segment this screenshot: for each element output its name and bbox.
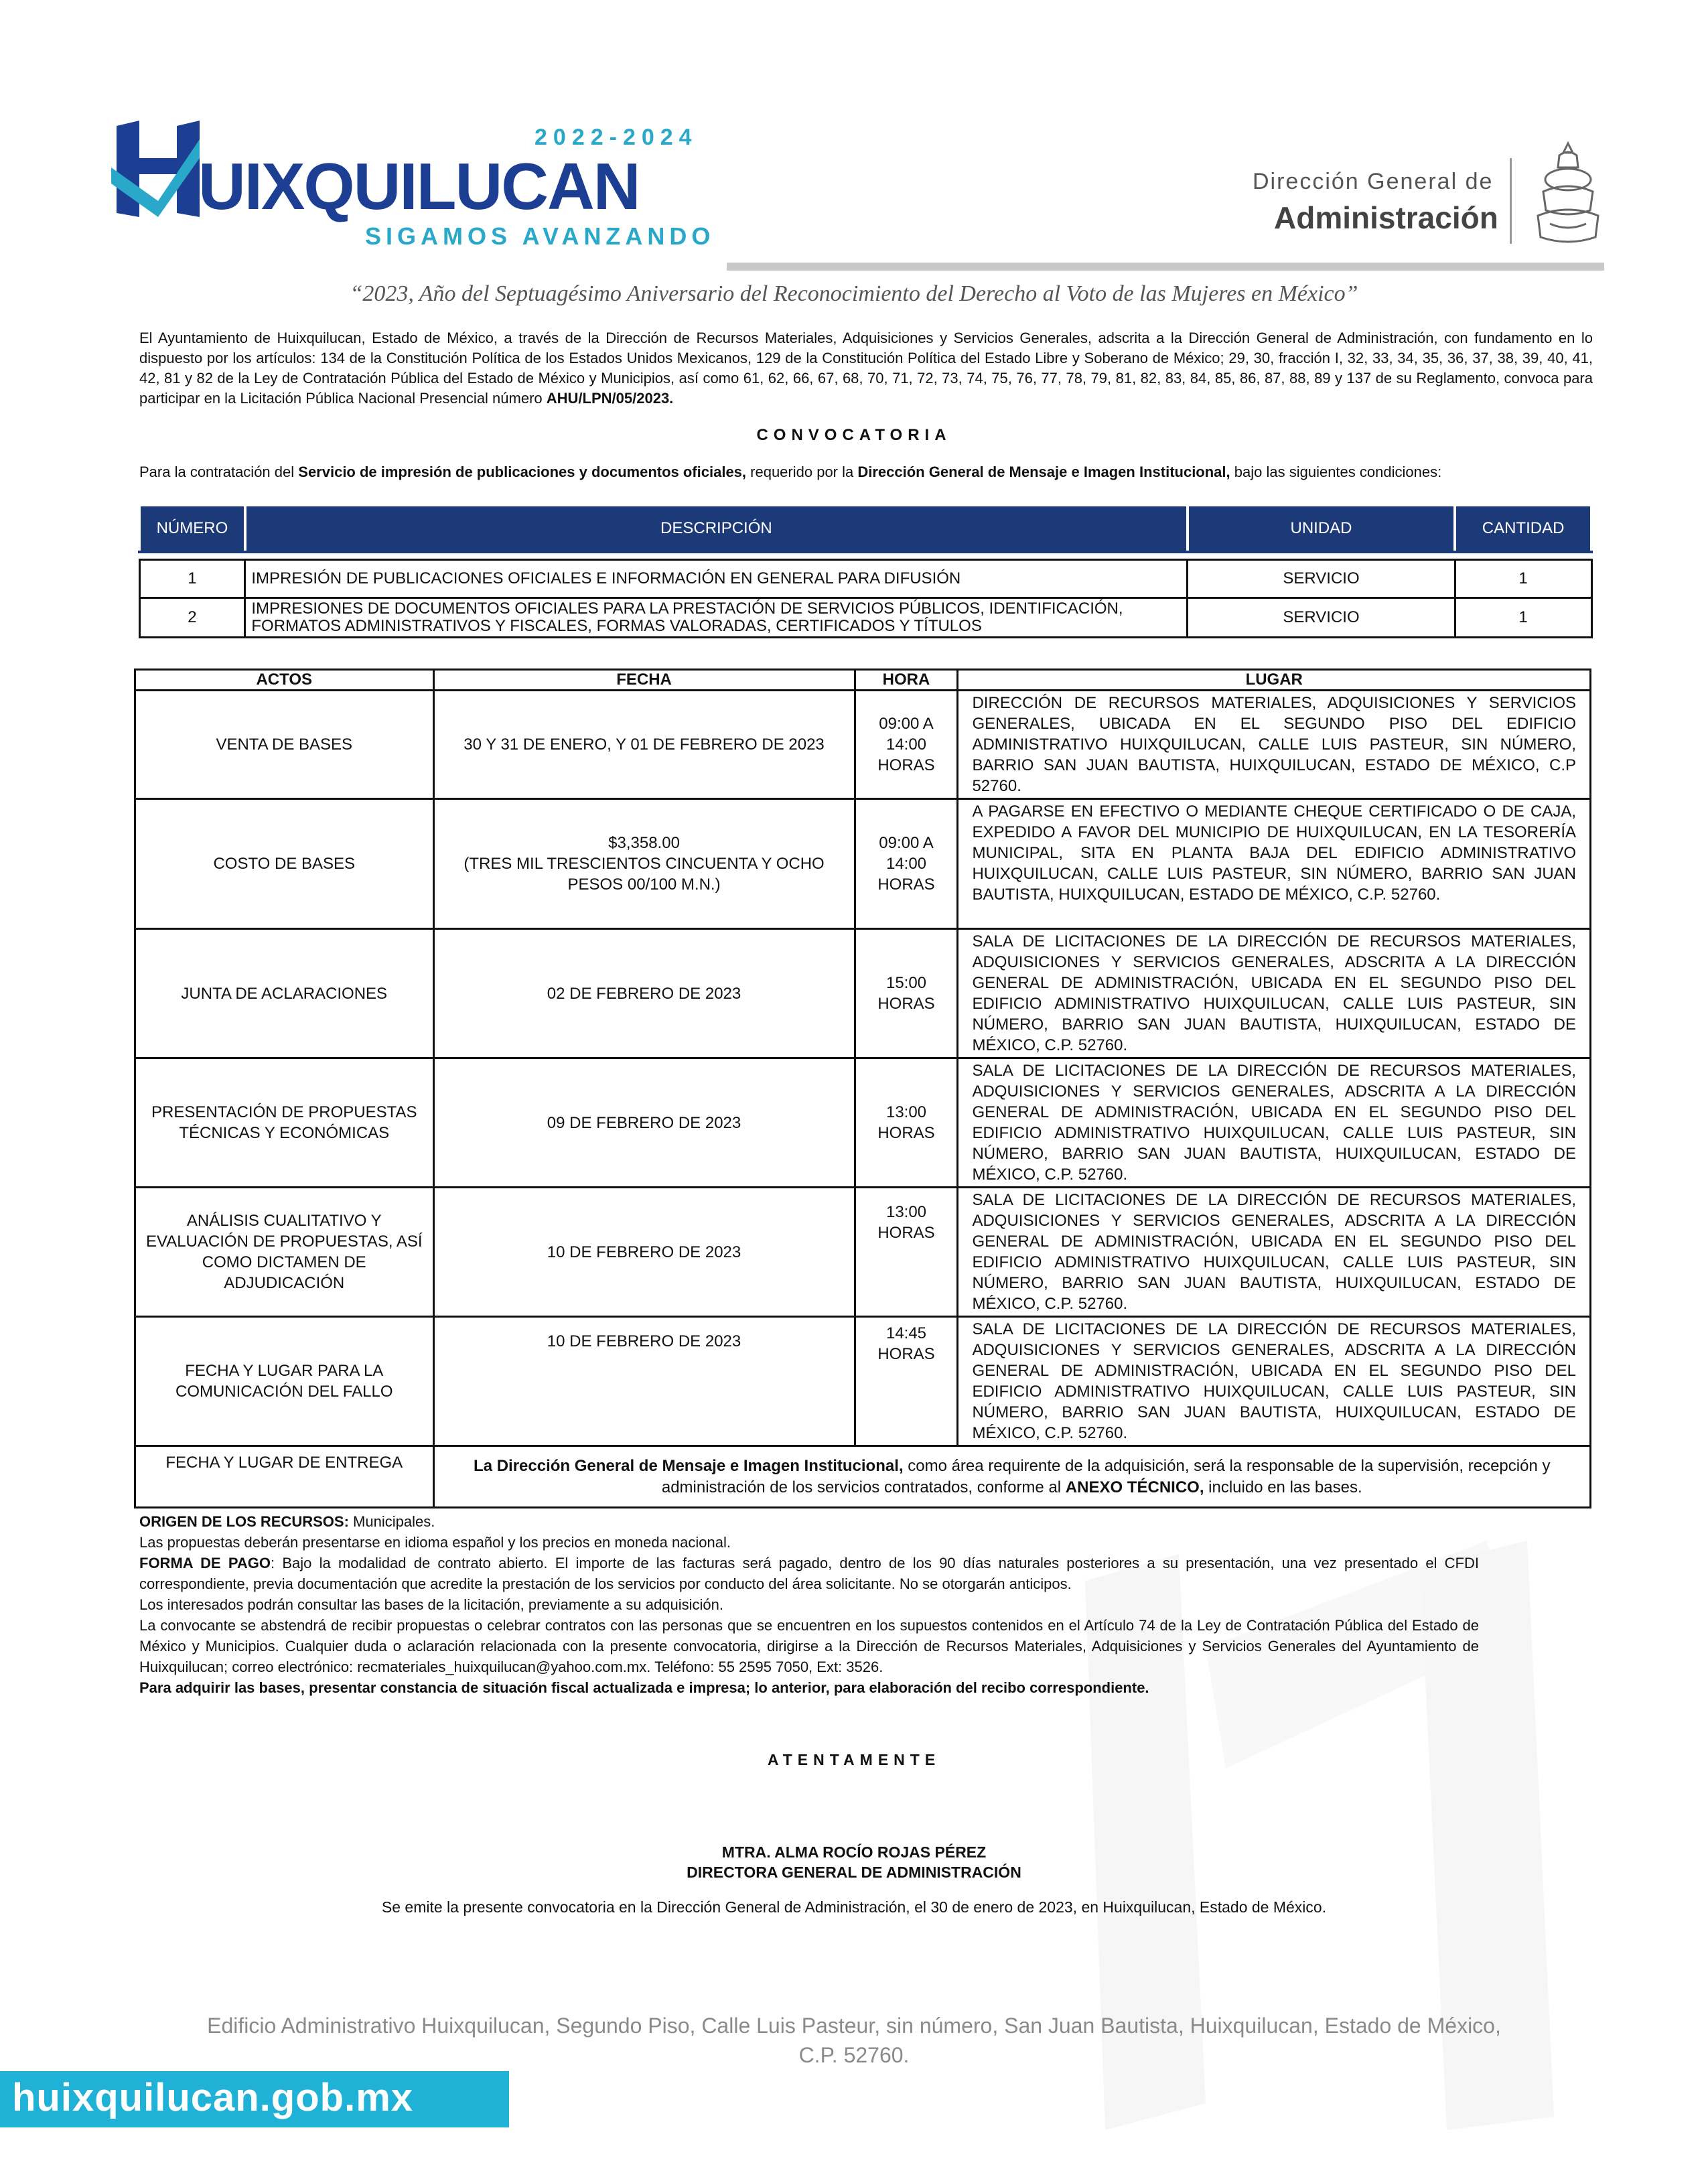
table-row (135, 799, 1591, 929)
origen-value: Municipales. (348, 1513, 435, 1530)
fecha-cell: 30 Y 31 DE ENERO, Y 01 DE FEBRERO DE 2023 (433, 691, 855, 799)
emission-statement: Se emite la presente convocatoria en la Dirección General de Administración, el 30 de enero de 2023, en Huixquilucan, Estado de México. (381, 1898, 1327, 1916)
hora-cell: 13:00 HORAS (855, 1058, 958, 1188)
lugar-cell: SALA DE LICITACIONES DE LA DIRECCIÓN DE RECURSOS MATERIALES, ADQUISICIONES Y SERVICIOS GENERALES, ADSCRITA A LA DIRECCIÓN GENERAL DE ADMINISTRACIÓN, UBICADA EN EL SEGUNDO PISO DEL EDIFICIO ADMINISTRATIVO HUIXQUILUCAN, CALLE LUIS PASTEUR, SIN NÚMERO, BARRIO SAN JUAN BAUTISTA, HUIXQUILUCAN, ESTADO DE MÉXICO, C.P. 52760. (958, 1058, 1591, 1188)
entrega-text: incluido en las bases. (1204, 1478, 1362, 1496)
acto-cell: FECHA Y LUGAR DE ENTREGA (135, 1446, 434, 1508)
lugar-cell: SALA DE LICITACIONES DE LA DIRECCIÓN DE RECURSOS MATERIALES, ADQUISICIONES Y SERVICIOS GENERALES, ADSCRITA A LA DIRECCIÓN GENERAL DE ADMINISTRACIÓN, UBICADA EN EL SEGUNDO PISO DEL EDIFICIO ADMINISTRATIVO HUIXQUILUCAN, CALLE LUIS PASTEUR, SIN NÚMERO, BARRIO SAN JUAN BAUTISTA, HUIXQUILUCAN, ESTADO DE MÉXICO, C.P. 52760. (958, 1317, 1591, 1446)
logo-h-mark (111, 119, 205, 220)
bases-cost-words: (TRES MIL TRESCIENTOS CINCUENTA Y OCHO PESOS 00/100 M.N.) (464, 855, 825, 894)
header-separator (1510, 158, 1512, 244)
logo-name: UIXQUILUCAN (198, 149, 640, 223)
abstencion-line: La convocante se abstendrá de recibir propuestas o celebrar contratos con las personas que se encuentren en los supuestos contenidos en el Artículo 74 de la Ley de Contratación Pública del Estado de México y Municipios. Cualquier duda o aclaración relacionada con la presente convocatoria, dirigirse a la Dirección de Recursos Materiales, Adquisiciones y Servicios Generales del Ayuntamiento de Huixquilucan; correo electrónico: recmateriales_huixquilucan@yahoo.com.mx. Teléfono: 55 2595 7050, Ext: 3526. (139, 1617, 1479, 1675)
acto-cell: VENTA DE BASES (135, 691, 434, 799)
signer-block (0, 1842, 1708, 1882)
col-header-cantidad: CANTIDAD (1455, 505, 1591, 552)
entrega-text: como área requirente de la adquisición, será la responsable de la supervisión, recepción y administración de los servicios contratados, conforme al (661, 1456, 1551, 1496)
signer-title: DIRECTORA GENERAL DE ADMINISTRACIÓN (687, 1864, 1021, 1881)
logo-slogan: SIGAMOS AVANZANDO (365, 222, 715, 250)
fecha-cell: 10 DE FEBRERO DE 2023 (433, 1317, 855, 1446)
constancia-line: Para adquirir las bases, presentar constancia de situación fiscal actualizada e impresa; lo anterior, para elaboración del recibo correspondiente. (139, 1679, 1149, 1696)
acto-cell: JUNTA DE ACLARACIONES (135, 929, 434, 1058)
item-numero: 1 (139, 560, 245, 598)
service-intro-text: requerido por la (746, 464, 858, 480)
col-header-descripcion: DESCRIPCIÓN (245, 505, 1188, 552)
service-intro-text: bajo las siguientes condiciones: (1230, 464, 1442, 480)
intro-text: El Ayuntamiento de Huixquilucan, Estado de México, a través de la Dirección de Recursos Materiales, Adquisiciones y Servicios Generales, adscrita a la Dirección General de Administración, con fundamento en lo dispuesto por los artículos: 134 de la Constitución Política de los Estados Unidos Mexicanos, 129 de la Constitución Política del Estado Libre y Soberano de México; 29, 30, fracción I, 32, 33, 34, 35, 36, 37, 38, 39, 40, 41, 42, 81 y 82 de la Ley de Contratación Pública del Estado de México y Municipios, así como 61, 62, 66, 67, 68, 70, 71, 72, 73, 74, 75, 76, 77, 78, 79, 81, 82, 83, 84, 85, 86, 87, 88, 89 y 137 de su Reglamento, convoca para participar en la Licitación Pública Nacional Presencial número (139, 330, 1593, 407)
item-cantidad: 1 (1455, 598, 1591, 638)
table-row (135, 929, 1591, 1058)
fecha-cell: 10 DE FEBRERO DE 2023 (433, 1188, 855, 1317)
schedule-table (134, 669, 1591, 1508)
entrega-area: La Dirección General de Mensaje e Imagen Institucional, (474, 1456, 904, 1475)
idioma-line: Las propuestas deberán presentarse en idioma español y los precios en moneda nacional. (139, 1534, 731, 1551)
table-row (135, 1058, 1591, 1188)
logo-year: 2022-2024 (535, 125, 698, 150)
entrega-annex: ANEXO TÉCNICO, (1065, 1478, 1204, 1496)
table-row (135, 691, 1591, 799)
lugar-cell: SALA DE LICITACIONES DE LA DIRECCIÓN DE RECURSOS MATERIALES, ADQUISICIONES Y SERVICIOS GENERALES, ADSCRITA A LA DIRECCIÓN GENERAL DE ADMINISTRACIÓN, UBICADA EN EL SEGUNDO PISO DEL EDIFICIO ADMINISTRATIVO HUIXQUILUCAN, CALLE LUIS PASTEUR, SIN NÚMERO, BARRIO SAN JUAN BAUTISTA, HUIXQUILUCAN, ESTADO DE MÉXICO, C.P. 52760. (958, 929, 1591, 1058)
col-header-lugar: LUGAR (958, 670, 1591, 691)
municipal-seal-icon (1530, 138, 1606, 249)
item-descripcion: IMPRESIÓN DE PUBLICACIONES OFICIALES E INFORMACIÓN EN GENERAL PARA DIFUSIÓN (245, 560, 1188, 598)
origen-line (139, 1511, 1479, 1532)
col-header-unidad: UNIDAD (1188, 505, 1455, 552)
table-row (135, 1188, 1591, 1317)
footer-address: Edificio Administrativo Huixquilucan, Segundo Piso, Calle Luis Pasteur, sin número, San Juan Bautista, Huixquilucan, Estado de México, C.P. 52760. (207, 2014, 1501, 2067)
schedule-table-header (135, 670, 1591, 691)
fecha-cell (433, 799, 855, 929)
item-cantidad: 1 (1455, 560, 1591, 598)
hora-cell: 09:00 A 14:00 HORAS (855, 691, 958, 799)
hora-cell: 15:00 HORAS (855, 929, 958, 1058)
pago-value: : Bajo la modalidad de contrato abierto. El importe de las facturas será pagado, dentro de los 90 días naturales posteriores a su presentación, una vez presentado el CFDI correspondiente, previa documentación que acredite la prestación de los servicios por conducto del área solicitante. No se otorgarán anticipos. (139, 1555, 1479, 1592)
header-rule (727, 263, 1604, 271)
acto-cell: COSTO DE BASES (135, 799, 434, 929)
consulta-line: Los interesados podrán consultar las bases de la licitación, previamente a su adquisición. (139, 1596, 723, 1613)
table-row (139, 598, 1591, 638)
entrega-cell (433, 1446, 1591, 1508)
acto-cell: FECHA Y LUGAR PARA LA COMUNICACIÓN DEL FALLO (135, 1317, 434, 1446)
acto-cell: ANÁLISIS CUALITATIVO Y EVALUACIÓN DE PROPUESTAS, ASÍ COMO DICTAMEN DE ADJUDICACIÓN (135, 1188, 434, 1317)
department-name: Administración (1274, 200, 1498, 235)
service-intro (139, 462, 1593, 482)
conditions-notes (139, 1511, 1479, 1698)
origen-label: ORIGEN DE LOS RECURSOS: (139, 1513, 349, 1530)
table-spacer (139, 552, 1591, 560)
convocatoria-title: CONVOCATORIA (756, 426, 952, 444)
year-motto: “2023, Año del Septuagésimo Aniversario del Reconocimiento del Derecho al Voto de las Mujeres en México” (350, 281, 1358, 306)
col-header-hora: HORA (855, 670, 958, 691)
table-row (135, 1446, 1591, 1508)
service-name: Servicio de impresión de publicaciones y documentos oficiales, (298, 464, 747, 480)
tender-number: AHU/LPN/05/2023. (546, 390, 674, 407)
col-header-actos: ACTOS (135, 670, 434, 691)
bases-cost-amount: $3,358.00 (608, 834, 680, 852)
service-intro-text: Para la contratación del (139, 464, 299, 480)
table-row (135, 1317, 1591, 1446)
fecha-cell: 09 DE FEBRERO DE 2023 (433, 1058, 855, 1188)
fecha-cell: 02 DE FEBRERO DE 2023 (433, 929, 855, 1058)
col-header-numero: NÚMERO (139, 505, 245, 552)
item-unidad: SERVICIO (1188, 598, 1455, 638)
lugar-cell: DIRECCIÓN DE RECURSOS MATERIALES, ADQUISICIONES Y SERVICIOS GENERALES, UBICADA EN EL SEGUNDO PISO DEL EDIFICIO ADMINISTRATIVO HUIXQUILUCAN, CALLE LUIS PASTEUR, SIN NÚMERO, BARRIO SAN JUAN BAUTISTA, HUIXQUILUCAN, ESTADO DE MÉXICO, C.P 52760. (958, 691, 1591, 799)
items-table-header (139, 505, 1591, 552)
hora-cell: 13:00 HORAS (855, 1188, 958, 1317)
items-table (138, 504, 1593, 638)
department-label: Dirección General de (1253, 169, 1494, 194)
lugar-cell: A PAGARSE EN EFECTIVO O MEDIANTE CHEQUE CERTIFICADO O DE CAJA, EXPEDIDO A FAVOR DEL MUNICIPIO DE HUIXQUILUCAN, EN LA TESORERÍA MUNICIPAL, SITA EN PLANTA BAJA DEL EDIFICIO ADMINISTRATIVO HUIXQUILUCAN, CALLE LUIS PASTEUR, SIN NÚMERO, BARRIO SAN JUAN BAUTISTA, HUIXQUILUCAN, ESTADO DE MÉXICO, C.P. 52760. (958, 799, 1591, 929)
pago-line (139, 1553, 1479, 1594)
signer-name: MTRA. ALMA ROCÍO ROJAS PÉREZ (721, 1843, 987, 1861)
item-numero: 2 (139, 598, 245, 638)
pago-label: FORMA DE PAGO (139, 1555, 271, 1571)
col-header-fecha: FECHA (433, 670, 855, 691)
closing-atentamente: ATENTAMENTE (767, 1751, 941, 1768)
footer-website-link[interactable]: huixquilucan.gob.mx (12, 2076, 414, 2119)
acto-cell: PRESENTACIÓN DE PROPUESTAS TÉCNICAS Y ECONÓMICAS (135, 1058, 434, 1188)
hora-cell: 09:00 A 14:00 HORAS (855, 799, 958, 929)
lugar-cell: SALA DE LICITACIONES DE LA DIRECCIÓN DE RECURSOS MATERIALES, ADQUISICIONES Y SERVICIOS GENERALES, ADSCRITA A LA DIRECCIÓN GENERAL DE ADMINISTRACIÓN, UBICADA EN EL SEGUNDO PISO DEL EDIFICIO ADMINISTRATIVO HUIXQUILUCAN, CALLE LUIS PASTEUR, SIN NÚMERO, BARRIO SAN JUAN BAUTISTA, HUIXQUILUCAN, ESTADO DE MÉXICO, C.P. 52760. (958, 1188, 1591, 1317)
hora-cell: 14:45 HORAS (855, 1317, 958, 1446)
item-unidad: SERVICIO (1188, 560, 1455, 598)
requiring-area: Dirección General de Mensaje e Imagen Institucional, (857, 464, 1230, 480)
intro-paragraph (139, 328, 1593, 409)
table-row (139, 560, 1591, 598)
item-descripcion: IMPRESIONES DE DOCUMENTOS OFICIALES PARA LA PRESTACIÓN DE SERVICIOS PÚBLICOS, IDENTIFICACIÓN, FORMATOS ADMINISTRATIVOS Y FISCALES, FORMAS VALORADAS, CERTIFICADOS Y TÍTULOS (245, 598, 1188, 638)
